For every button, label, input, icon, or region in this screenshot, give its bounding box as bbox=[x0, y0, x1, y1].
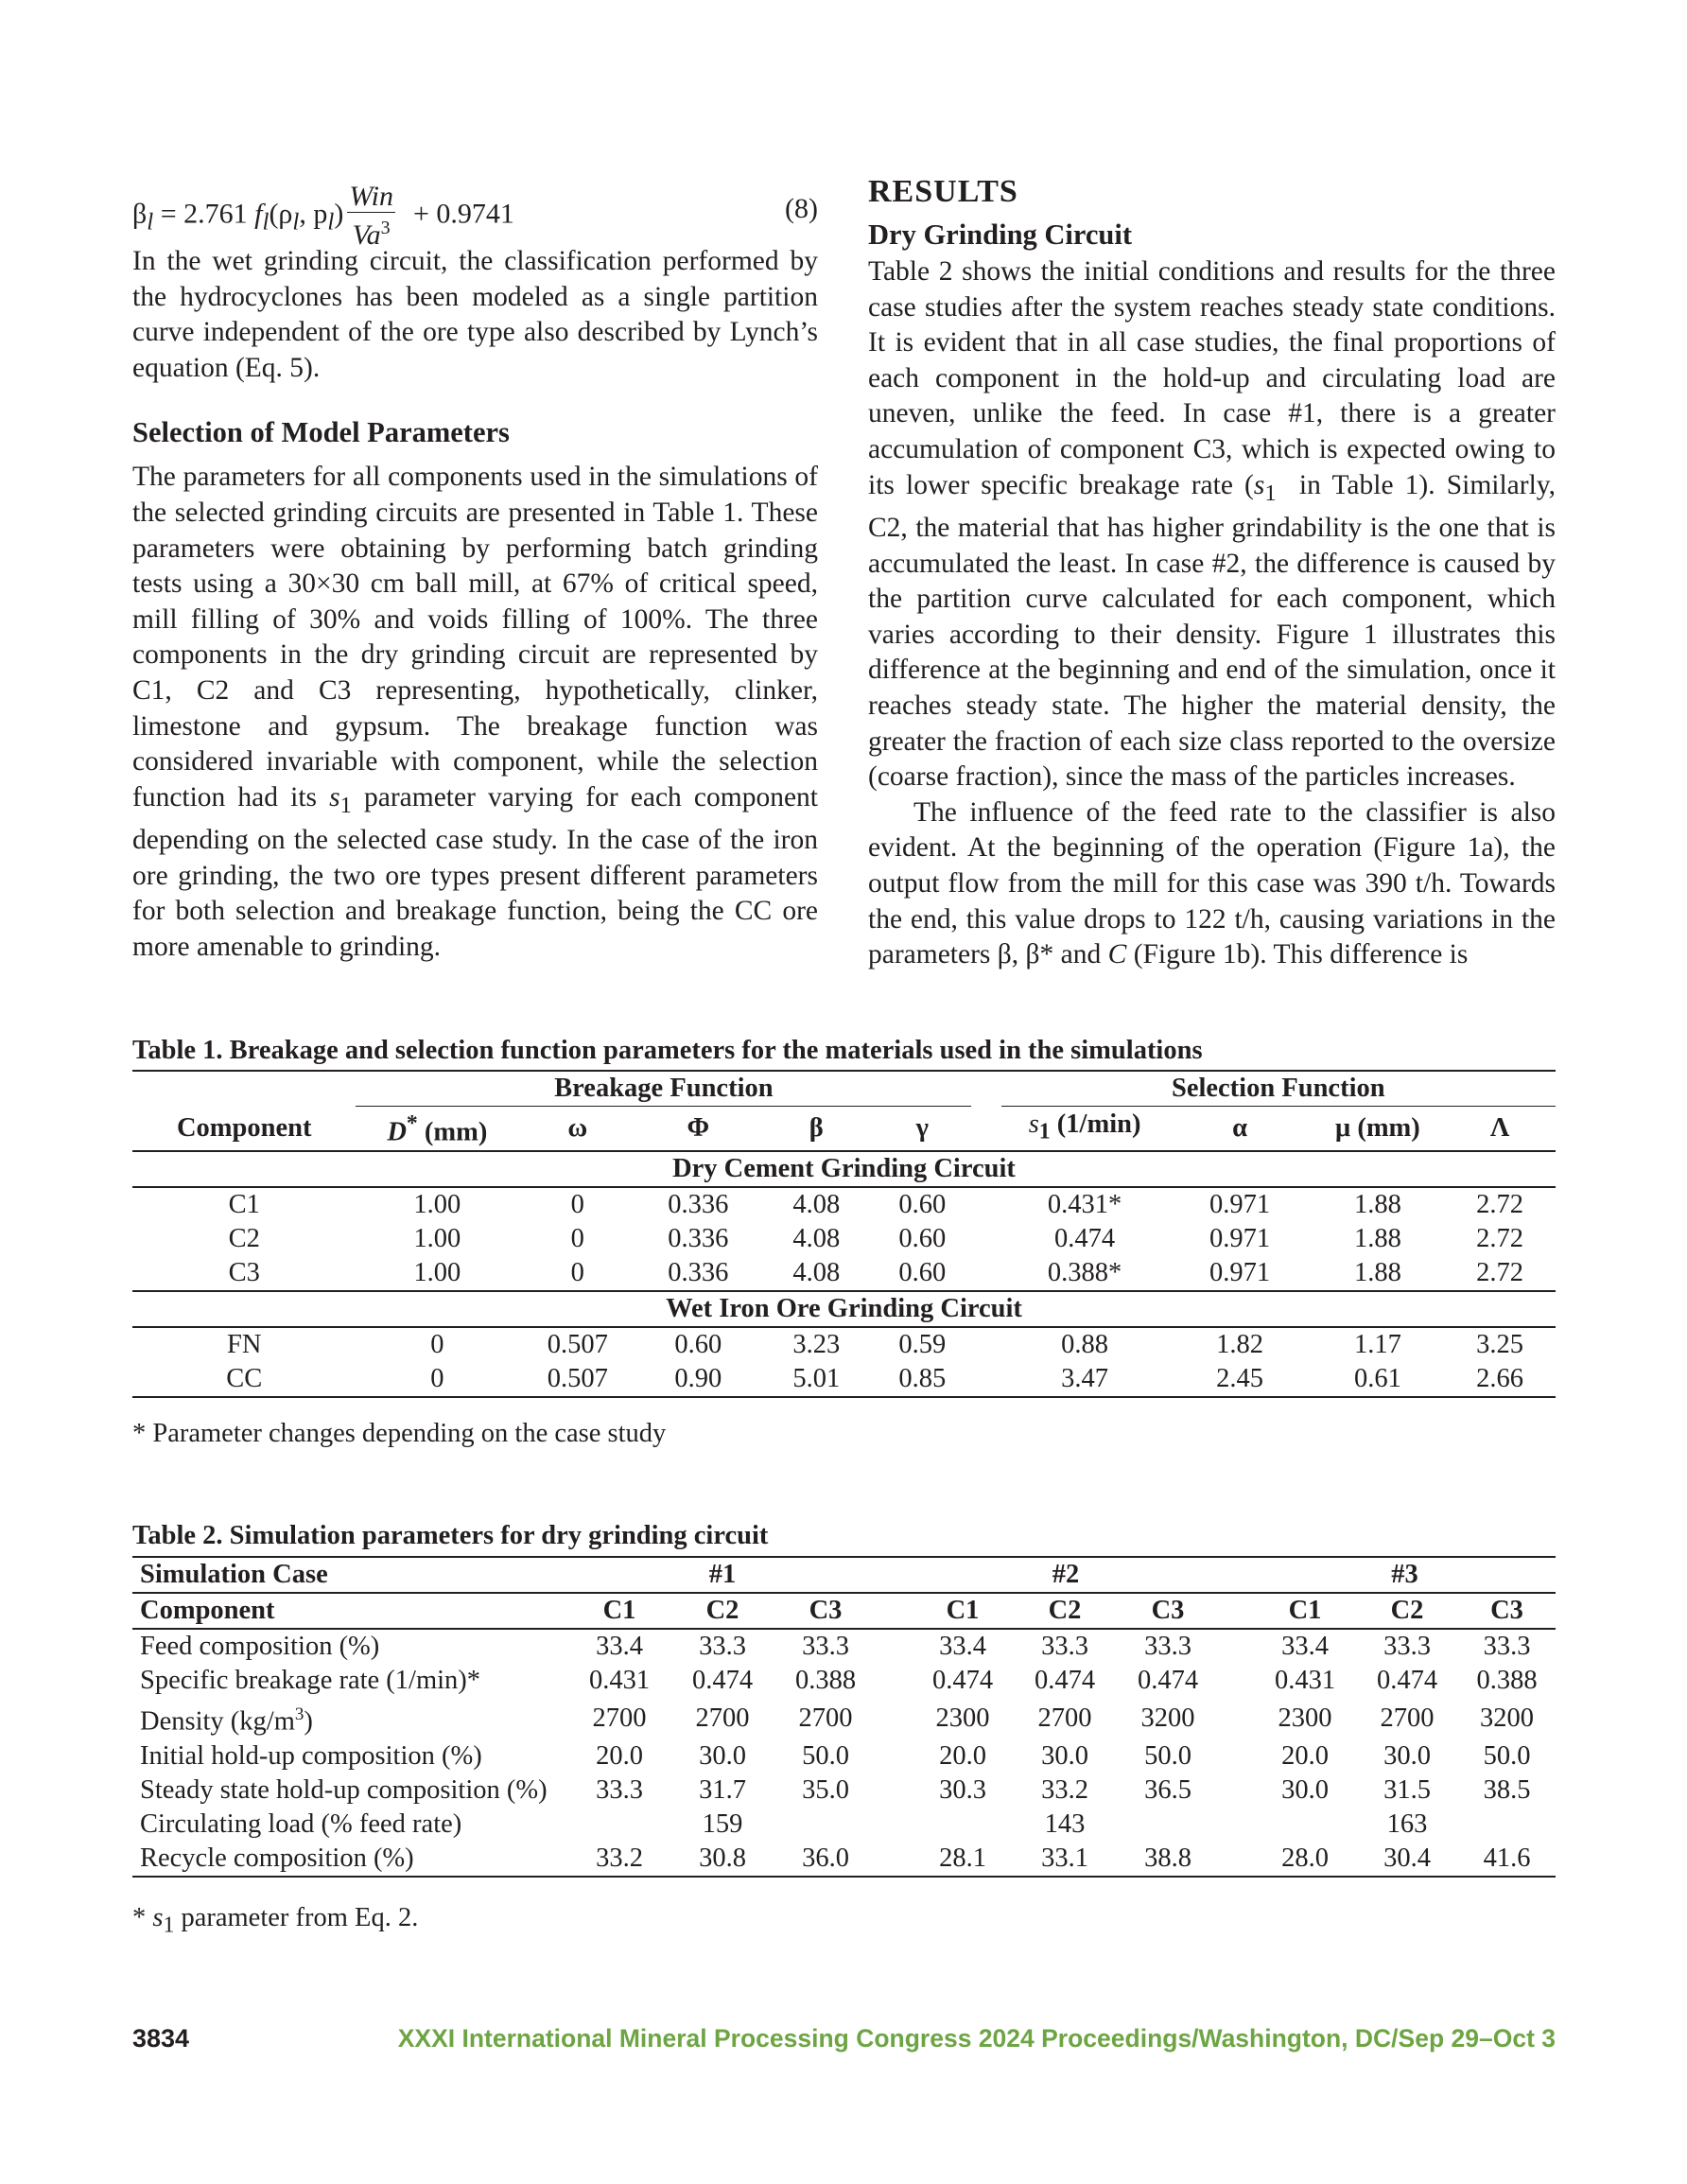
table2-cell: 28.1 bbox=[939, 1843, 986, 1873]
table2-cell: 163 bbox=[1386, 1808, 1428, 1839]
gap-cell bbox=[1220, 1664, 1254, 1698]
table1-wet-cell: 0 bbox=[430, 1329, 444, 1359]
table2-cell: 50.0 bbox=[1144, 1740, 1191, 1771]
table1-col-dstar-symbol: D bbox=[387, 1117, 407, 1147]
table2-component-header: C2 bbox=[1390, 1596, 1424, 1625]
para2-s-sub: 1 bbox=[339, 792, 352, 818]
table2-row-label bbox=[132, 1698, 567, 1739]
table2-case-3: #3 bbox=[1254, 1557, 1556, 1593]
gap-cell bbox=[1220, 1808, 1254, 1842]
table2-row-label bbox=[132, 1629, 567, 1664]
table2-caption: Table 2. Simulation parameters for dry grinding circuit bbox=[132, 1521, 769, 1550]
equation-8 bbox=[132, 170, 818, 251]
table2-cell: 50.0 bbox=[1483, 1740, 1531, 1771]
table2-cell: 33.3 bbox=[1383, 1632, 1431, 1661]
table2-cell: 30.4 bbox=[1383, 1843, 1431, 1873]
table1-col-gamma: γ bbox=[915, 1112, 929, 1143]
eq-frac-num: Win bbox=[349, 181, 393, 212]
table1-wet-cell: 1.82 bbox=[1216, 1329, 1264, 1359]
table2-row-label-text: Steady state hold-up composition (%) bbox=[140, 1774, 548, 1805]
gap-cell bbox=[878, 1773, 912, 1808]
table1-wet-cell: 0.85 bbox=[898, 1363, 947, 1393]
table1-dry-cell: 0.971 bbox=[1209, 1223, 1271, 1253]
table2-row-label-text: Initial hold-up composition (%) bbox=[140, 1740, 482, 1771]
table2-cell: 30.8 bbox=[699, 1843, 746, 1873]
table2-cell: 0.474 bbox=[1376, 1666, 1438, 1695]
table1-wet-cell: CC bbox=[226, 1363, 263, 1393]
table1 bbox=[132, 1070, 1556, 1398]
table2-cell bbox=[1254, 1808, 1356, 1842]
table1-wet-cell: FN bbox=[226, 1329, 262, 1359]
table2-cell: 35.0 bbox=[802, 1774, 849, 1805]
gap-cell bbox=[1220, 1773, 1254, 1808]
table1-wet-cell: 3.25 bbox=[1476, 1329, 1524, 1359]
paragraph-results-1 bbox=[868, 254, 1563, 795]
table2-cell: 0.474 bbox=[1137, 1666, 1199, 1695]
table2-cell: 33.3 bbox=[699, 1632, 746, 1661]
eq-rhs: + 0.9741 bbox=[412, 198, 514, 230]
table2-cell: 2700 bbox=[695, 1703, 750, 1733]
table2-cell: 31.5 bbox=[1383, 1774, 1431, 1805]
table2-cell: 2700 bbox=[592, 1703, 647, 1733]
eq-f: f bbox=[254, 198, 263, 230]
table2-cell: 0.474 bbox=[1034, 1666, 1096, 1695]
table1-col-lambda: Λ bbox=[1489, 1112, 1510, 1143]
gap-cell bbox=[1220, 1698, 1254, 1739]
table2-cell: 50.0 bbox=[802, 1740, 849, 1771]
table2-cell: 30.3 bbox=[939, 1774, 986, 1805]
table2-cell: 20.0 bbox=[1281, 1740, 1329, 1771]
results1-part-a: Table 2 shows the initial conditions and results for the three case studies after the system reaches steady state conditions. It is evident that in all case studies, the final proportions of each component in the hold-up and circulating load are uneven, unlike the feed. In case #1, there is a greater accumulation of component C3, which is expected owing to its lower specific breakage rate ( bbox=[868, 256, 1556, 500]
table2-row-label-text: Feed composition (%) bbox=[140, 1632, 380, 1661]
table2-footnote-s-sub: 1 bbox=[163, 1913, 175, 1938]
eq-f-sub: l bbox=[262, 209, 270, 236]
table2-footnote-star: * bbox=[132, 1903, 153, 1932]
page-number: 3834 bbox=[132, 2024, 190, 2053]
table2-cell bbox=[1458, 1808, 1556, 1842]
table2-row-label-end: ) bbox=[304, 1706, 313, 1737]
table1-dry-cell: 4.08 bbox=[792, 1257, 841, 1287]
para2-part-a: The parameters for all components used in the simulations of the selected grinding circuits are presented in Table 1. These parameters were obtaining by performing batch grinding tests using a 30×30 cm ball mill, at 67% of critical speed, mill filling of 30% and voids filling of 100%. The three components in the dry grinding circuit are represented by C1, C2 and C3 representing, hypothetically, clinker, limestone and gypsum. The breakage function was considered invariable with component, while the selection function had its bbox=[132, 462, 818, 812]
table1-col-s1-symbol: s bbox=[1028, 1109, 1039, 1139]
table2-cell: 38.8 bbox=[1144, 1843, 1191, 1873]
table1-wet-cell: 2.45 bbox=[1216, 1363, 1264, 1393]
table2-cell: 2300 bbox=[935, 1703, 990, 1733]
table2-component-header: C2 bbox=[1048, 1596, 1082, 1625]
table2-row-label bbox=[132, 1773, 567, 1808]
table1-col-beta: β bbox=[809, 1112, 824, 1143]
table1-dry-cell: C3 bbox=[228, 1257, 260, 1287]
gap-cell bbox=[878, 1664, 912, 1698]
table2-row-label bbox=[132, 1842, 567, 1877]
gap-cell bbox=[971, 1362, 1000, 1397]
table2-cell: 41.6 bbox=[1483, 1843, 1531, 1873]
gap-cell bbox=[878, 1842, 912, 1877]
table2-head-case: Simulation Case bbox=[140, 1560, 328, 1589]
table1-dry-cell: 0.971 bbox=[1209, 1189, 1271, 1219]
table2-row-label-text: Specific breakage rate (1/min)* bbox=[140, 1666, 481, 1695]
gap-cell bbox=[971, 1187, 1000, 1222]
gap-cell bbox=[1220, 1593, 1254, 1629]
gap-cell bbox=[878, 1698, 912, 1739]
eq-fraction bbox=[347, 182, 395, 251]
eq-args-end: ) bbox=[334, 198, 344, 230]
table2-row-label-text: Density (kg/m bbox=[140, 1706, 295, 1737]
table1-dry-cell: 0 bbox=[570, 1257, 584, 1287]
table1-wet-row bbox=[132, 1327, 1556, 1362]
table2-cell: 28.0 bbox=[1281, 1843, 1329, 1873]
table2-footnote bbox=[132, 1903, 418, 1939]
table1-col-dstar bbox=[356, 1107, 518, 1151]
table2-case-1: #1 bbox=[567, 1557, 878, 1593]
table2-cell: 33.3 bbox=[1144, 1632, 1191, 1661]
table2-cell: 30.0 bbox=[1281, 1774, 1329, 1805]
table2-row bbox=[132, 1739, 1556, 1773]
eq-args-sub1: l bbox=[292, 209, 300, 236]
paragraph-model-parameters bbox=[132, 460, 818, 965]
table1-dry-cell: 1.00 bbox=[413, 1189, 461, 1219]
table2-cell bbox=[912, 1808, 1014, 1842]
table2-cell: 33.4 bbox=[939, 1632, 986, 1661]
table1-dry-row bbox=[132, 1222, 1556, 1256]
right-column bbox=[868, 173, 1563, 973]
table1-dry-cell: 1.88 bbox=[1353, 1189, 1401, 1219]
table2-cell: 30.0 bbox=[1383, 1740, 1431, 1771]
table2-cell: 30.0 bbox=[699, 1740, 746, 1771]
table1-dry-cell: 4.08 bbox=[792, 1189, 841, 1219]
table2-component-header: C3 bbox=[1490, 1596, 1523, 1625]
results2-part-b: (Figure 1b). This difference is bbox=[1126, 939, 1469, 970]
table1-dry-row bbox=[132, 1256, 1556, 1291]
table2-cell: 33.4 bbox=[596, 1632, 643, 1661]
paragraph-classification: In the wet grinding circuit, the classification performed by the hydrocyclones has been modeled as a single partition curve independent of the ore type also described by Lynch’s equation (Eq. 5). bbox=[132, 246, 818, 383]
para2-part-b: parameter varying for each component depending on the selected case study. In the case of the iron ore grinding, the two ore types present different parameters for both selection and breakage function, being the CC ore more amenable to grinding. bbox=[132, 781, 818, 962]
table2-cell: 0.388 bbox=[1476, 1666, 1538, 1695]
table1-dry-cell: 1.00 bbox=[413, 1223, 461, 1253]
table1-col-phi: Φ bbox=[687, 1112, 710, 1143]
running-footer: XXXI International Mineral Processing Congress 2024 Proceedings/Washington, DC/Sep 29–Oct 3 bbox=[397, 2024, 1556, 2053]
table2-cell: 0.474 bbox=[691, 1666, 754, 1695]
table1-col-dstar-sup: * bbox=[406, 1111, 418, 1136]
table2 bbox=[132, 1556, 1556, 1878]
gap-cell bbox=[878, 1808, 912, 1842]
eq-frac-den bbox=[347, 213, 395, 251]
table1-dry-cell: 0.431* bbox=[1047, 1189, 1122, 1219]
table2-cell: 33.3 bbox=[1041, 1632, 1088, 1661]
gap-cell bbox=[971, 1256, 1000, 1291]
table1-dry-cell: 0 bbox=[570, 1223, 584, 1253]
results1-part-b: in Table 1). Similarly, C2, the material that has higher grindability is the one that is accumulated the least. In case #2, the difference is caused by the partition curve calculated for each component, which varies according to their density. Figure 1 illustrates this difference at the beginning and end of the simulation, once it reaches steady state. The higher the material density, the greater the fraction of each size class reported to the oversize (coarse fraction), since the mass of the particles increases. bbox=[868, 469, 1563, 793]
table2-cell: 159 bbox=[702, 1808, 743, 1839]
table2-row-label-sup: 3 bbox=[294, 1704, 304, 1724]
table1-wet-cell: 0.507 bbox=[547, 1363, 608, 1393]
table1-wet-cell: 0.61 bbox=[1353, 1363, 1401, 1393]
left-column bbox=[132, 170, 818, 966]
table1-group-breakage: Breakage Function bbox=[356, 1071, 971, 1107]
table1-wet-cell: 1.17 bbox=[1353, 1329, 1401, 1359]
table1-dry-cell: 0.336 bbox=[668, 1257, 729, 1287]
table1-wet-cell: 0.60 bbox=[674, 1329, 722, 1359]
eq-lhs-sub: l bbox=[147, 209, 154, 236]
table1-col-s1-sub: 1 bbox=[1038, 1119, 1051, 1144]
table2-component-header: C3 bbox=[809, 1596, 843, 1625]
table2-cell: 33.3 bbox=[596, 1774, 643, 1805]
table2-cell bbox=[567, 1808, 671, 1842]
table2-cell: 20.0 bbox=[596, 1740, 643, 1771]
eq-lhs: β bbox=[132, 198, 148, 230]
table2-cell: 33.3 bbox=[1483, 1632, 1531, 1661]
table2-row bbox=[132, 1773, 1556, 1808]
eq-middle: = 2.761 bbox=[153, 198, 255, 230]
gap-cell bbox=[878, 1593, 912, 1629]
table1-dry-cell: 0.336 bbox=[668, 1189, 729, 1219]
table1-col-s1 bbox=[1001, 1107, 1169, 1151]
table2-cell: 36.5 bbox=[1144, 1774, 1191, 1805]
table1-wet-cell: 2.66 bbox=[1476, 1363, 1524, 1393]
table2-cell: 0.431 bbox=[1274, 1666, 1336, 1695]
table1-dry-cell: 2.72 bbox=[1476, 1257, 1524, 1287]
table1-caption: Table 1. Breakage and selection function parameters for the materials used in the simulations bbox=[132, 1036, 1203, 1065]
table2-cell: 38.5 bbox=[1483, 1774, 1531, 1805]
table1-col-component: Component bbox=[176, 1112, 312, 1143]
table1-footnote: * Parameter changes depending on the case study bbox=[132, 1419, 667, 1448]
table1-dry-cell: C2 bbox=[228, 1223, 260, 1253]
table1-wet-cell: 5.01 bbox=[792, 1363, 841, 1393]
table2-cell: 2700 bbox=[1380, 1703, 1435, 1733]
table1-dry-cell: 1.00 bbox=[413, 1257, 461, 1287]
table2-cell: 0.388 bbox=[794, 1666, 857, 1695]
table2-row bbox=[132, 1842, 1556, 1877]
table1-col-mu: μ (mm) bbox=[1335, 1112, 1420, 1143]
table2-cell: 3200 bbox=[1140, 1703, 1195, 1733]
gap-cell bbox=[1220, 1842, 1254, 1877]
gap-cell bbox=[971, 1222, 1000, 1256]
table2-cell: 30.0 bbox=[1041, 1740, 1088, 1771]
table1-dry-cell: 2.72 bbox=[1476, 1223, 1524, 1253]
table2-cell: 33.4 bbox=[1281, 1632, 1329, 1661]
table1-dry-cell: 2.72 bbox=[1476, 1189, 1524, 1219]
table2-case-2: #2 bbox=[912, 1557, 1220, 1593]
table2-row bbox=[132, 1629, 1556, 1664]
table1-dry-cell: 0.336 bbox=[668, 1223, 729, 1253]
table1-section-wet: Wet Iron Ore Grinding Circuit bbox=[666, 1293, 1022, 1323]
table2-cell bbox=[774, 1808, 878, 1842]
results1-s-sub: 1 bbox=[1264, 480, 1277, 506]
table2-head-component: Component bbox=[140, 1596, 275, 1625]
gap-cell bbox=[878, 1739, 912, 1773]
para2-s-symbol: s bbox=[329, 781, 340, 812]
table2-cell: 0.431 bbox=[588, 1666, 651, 1695]
heading-selection-model-parameters: Selection of Model Parameters bbox=[132, 416, 510, 449]
section-results: RESULTS bbox=[868, 174, 1018, 209]
table2-footnote-text: parameter from Eq. 2. bbox=[174, 1903, 419, 1932]
table2-row-label bbox=[132, 1664, 567, 1698]
gap-cell bbox=[1220, 1739, 1254, 1773]
table1-wet-cell: 0.507 bbox=[547, 1329, 608, 1359]
equation-number: (8) bbox=[785, 193, 818, 224]
table2-row-label bbox=[132, 1808, 567, 1842]
table1-dry-cell: 1.88 bbox=[1353, 1223, 1401, 1253]
table1-dry-cell: 0.60 bbox=[898, 1189, 947, 1219]
table2-cell: 3200 bbox=[1480, 1703, 1534, 1733]
table2-row-label-text: Recycle composition (%) bbox=[140, 1843, 414, 1873]
table1-dry-cell: 0 bbox=[570, 1189, 584, 1219]
table1-dry-cell: C1 bbox=[228, 1189, 260, 1219]
table1-wet-cell: 3.47 bbox=[1061, 1363, 1109, 1393]
table2-cell: 2700 bbox=[1037, 1703, 1092, 1733]
table1-dry-cell: 0.60 bbox=[898, 1257, 947, 1287]
table1-wet-cell: 0.88 bbox=[1061, 1329, 1109, 1359]
results2-c-symbol: C bbox=[1107, 939, 1127, 970]
table2-cell: 2700 bbox=[798, 1703, 853, 1733]
table2-cell: 33.2 bbox=[596, 1843, 643, 1873]
eq-frac-den-sup: 3 bbox=[380, 218, 391, 238]
eq-frac-den-text: Va bbox=[352, 219, 381, 251]
table1-wet-cell: 0.90 bbox=[674, 1363, 722, 1393]
table1-dry-cell: 0.971 bbox=[1209, 1257, 1271, 1287]
table1-wet-cell: 3.23 bbox=[792, 1329, 841, 1359]
table2-row-label bbox=[132, 1739, 567, 1773]
table2-row bbox=[132, 1808, 1556, 1842]
table1-col-alpha: α bbox=[1232, 1112, 1248, 1143]
table1-col-s1-unit: (1/min) bbox=[1050, 1109, 1141, 1139]
table1-col-omega: ω bbox=[567, 1112, 588, 1143]
table2-row bbox=[132, 1664, 1556, 1698]
table2-cell: 31.7 bbox=[699, 1774, 746, 1805]
table1-dry-cell: 0.60 bbox=[898, 1223, 947, 1253]
table2-cell: 0.474 bbox=[931, 1666, 994, 1695]
table2-cell: 33.2 bbox=[1041, 1774, 1088, 1805]
table2-cell: 33.1 bbox=[1041, 1843, 1088, 1873]
gap-cell bbox=[971, 1327, 1000, 1362]
table1-dry-cell: 0.388* bbox=[1047, 1257, 1122, 1287]
equation-body bbox=[132, 182, 514, 251]
eq-args-sub2: l bbox=[327, 209, 335, 236]
table2-cell bbox=[1116, 1808, 1220, 1842]
table2-component-header: C1 bbox=[1288, 1596, 1322, 1625]
table2-cell: 2300 bbox=[1278, 1703, 1332, 1733]
table2-component-header: C2 bbox=[705, 1596, 739, 1625]
table2-row-label-text: Circulating load (% feed rate) bbox=[140, 1808, 462, 1839]
results2-part-a: The influence of the feed rate to the classifier is also evident. At the beginning of the operation (Figure 1a), the output flow from the mill for this case was 390 t/h. Towards the end, this value drops to 122 t/h, causing variations in the parameters β, β* and bbox=[868, 796, 1556, 970]
table1-wet-cell: 0.59 bbox=[898, 1329, 947, 1359]
eq-args: (ρ bbox=[269, 198, 293, 230]
table1-col-dstar-unit: (mm) bbox=[417, 1117, 488, 1147]
heading-dry-grinding-circuit: Dry Grinding Circuit bbox=[868, 218, 1133, 251]
table1-dry-row bbox=[132, 1187, 1556, 1222]
results1-s-symbol: s bbox=[1253, 469, 1265, 500]
table2-component-header: C1 bbox=[946, 1596, 980, 1625]
paragraph-results-2 bbox=[868, 795, 1556, 973]
table2-component-header: C3 bbox=[1151, 1596, 1185, 1625]
table1-wet-row bbox=[132, 1362, 1556, 1397]
table2-row bbox=[132, 1698, 1556, 1739]
eq-args-mid: , p bbox=[299, 198, 328, 230]
table2-cell: 33.3 bbox=[802, 1632, 849, 1661]
table2-cell: 20.0 bbox=[939, 1740, 986, 1771]
table1-dry-cell: 4.08 bbox=[792, 1223, 841, 1253]
table1-section-dry: Dry Cement Grinding Circuit bbox=[672, 1153, 1016, 1183]
table1-dry-cell: 0.474 bbox=[1054, 1223, 1116, 1253]
table1-wet-cell: 0 bbox=[430, 1363, 444, 1393]
table2-cell: 36.0 bbox=[802, 1843, 849, 1873]
gap-cell bbox=[1220, 1629, 1254, 1664]
table1-dry-cell: 1.88 bbox=[1353, 1257, 1401, 1287]
gap-cell bbox=[878, 1629, 912, 1664]
table2-component-header: C1 bbox=[602, 1596, 636, 1625]
table1-group-selection: Selection Function bbox=[1001, 1071, 1556, 1107]
table2-footnote-s: s bbox=[152, 1903, 164, 1932]
table2-cell: 143 bbox=[1044, 1808, 1086, 1839]
